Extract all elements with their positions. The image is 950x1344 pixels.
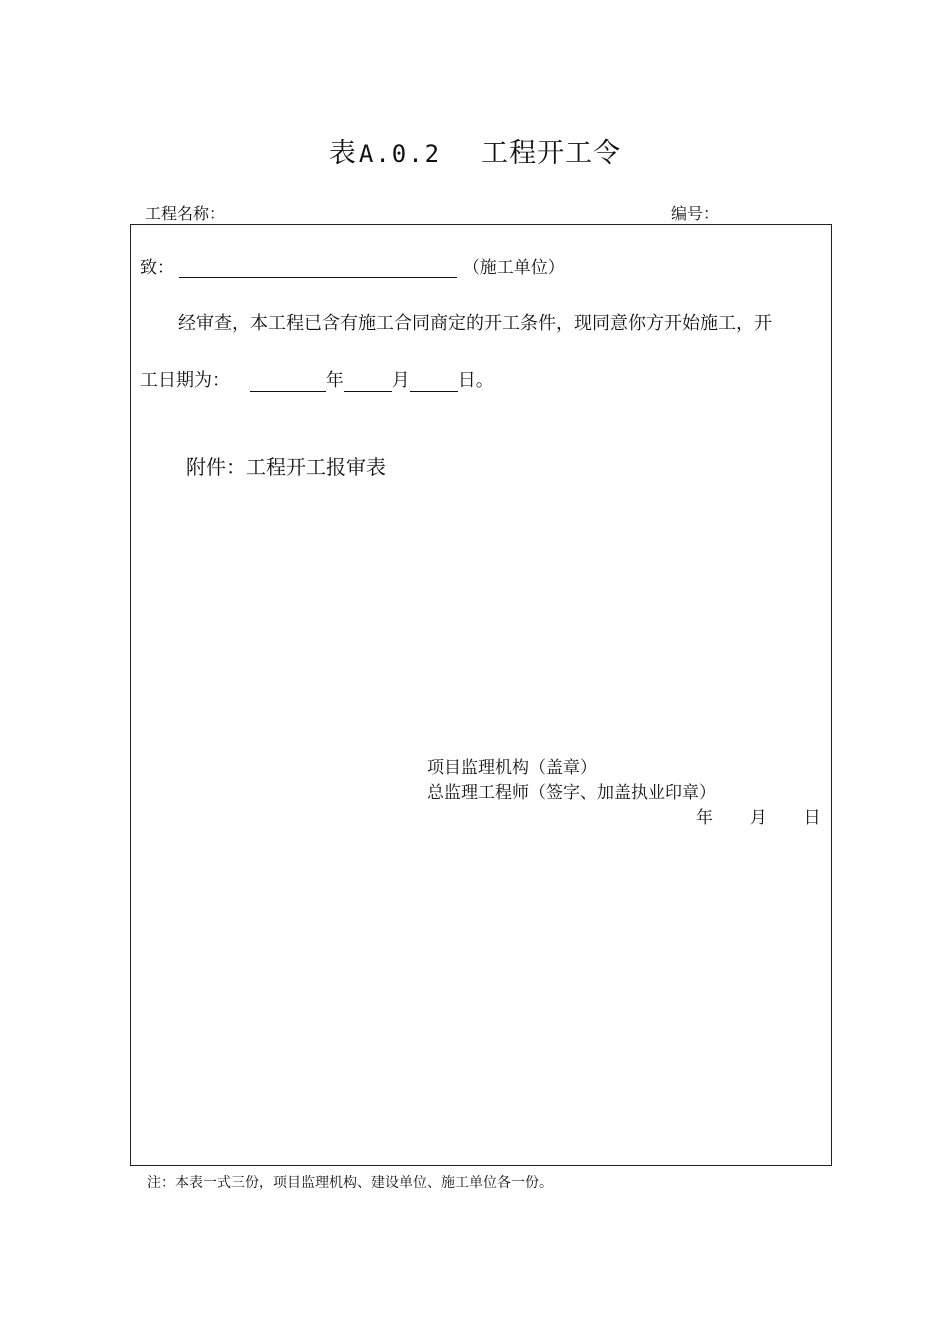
year-unit: 年 xyxy=(325,370,344,391)
start-month-field[interactable] xyxy=(344,372,392,392)
sign-year: 年 xyxy=(696,808,713,828)
day-unit: 日。 xyxy=(457,370,494,391)
start-date-label: 工日期为： xyxy=(140,370,230,391)
sign-month: 月 xyxy=(749,808,767,828)
attachment-line: 附件：工程开工报审表 xyxy=(186,455,386,479)
to-label: 致： xyxy=(140,258,174,278)
start-year-field[interactable] xyxy=(250,372,326,392)
project-name-label: 工程名称： xyxy=(145,204,226,223)
title-code: A.0.2 xyxy=(358,140,442,168)
month-unit: 月 xyxy=(391,370,410,391)
to-suffix: （施工单位） xyxy=(462,258,565,278)
number-label: 编号： xyxy=(671,204,720,223)
title-prefix: 表 xyxy=(328,138,357,169)
supervision-org: 项目监理机构（盖章） xyxy=(427,758,597,778)
title-name: 工程开工令 xyxy=(481,138,622,169)
to-line xyxy=(140,253,565,278)
start-date-line xyxy=(140,366,494,392)
footer-note: 注：本表一式三份，项目监理机构、建设单位、施工单位各一份。 xyxy=(147,1175,553,1191)
start-day-field[interactable] xyxy=(410,372,458,392)
contractor-field[interactable] xyxy=(179,258,457,278)
sign-date xyxy=(696,803,821,828)
sign-day: 日 xyxy=(803,808,821,828)
page-title xyxy=(0,131,950,170)
chief-engineer: 总监理工程师（签字、加盖执业印章） xyxy=(427,783,716,803)
paragraph-line1: 经审查，本工程已含有施工合同商定的开工条件，现同意你方开始施工，开 xyxy=(178,313,772,334)
